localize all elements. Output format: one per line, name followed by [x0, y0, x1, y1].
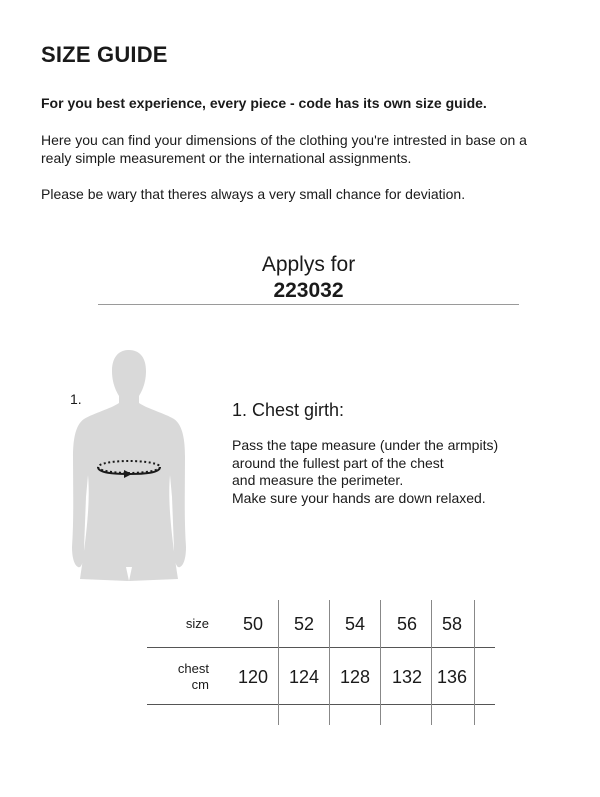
chest-cell: 136 — [436, 667, 468, 687]
chest-cell: 120 — [237, 667, 269, 687]
page-title: SIZE GUIDE — [41, 42, 168, 67]
product-code: 223032 — [273, 279, 344, 302]
applies-for-label: Applys for — [261, 253, 356, 276]
size-table — [147, 600, 495, 725]
chest-row-label-line-2: cm — [191, 677, 209, 692]
intro-paragraph-2: Please be wary that theres always a very small chance for deviation. — [41, 186, 466, 202]
intro-paragraph-1-line-2: realy simple measurement or the international assignments. — [41, 150, 412, 166]
measurement-line: Pass the tape measure (under the armpits) — [232, 437, 499, 453]
applies-divider — [98, 304, 519, 305]
measurement-line: around the fullest part of the chest — [232, 454, 444, 471]
measurement-description — [232, 437, 498, 507]
size-cell: 54 — [344, 614, 366, 634]
intro-bold-line: For you best experience, every piece - code has its own size guide. — [41, 95, 487, 111]
table-column-divider — [380, 600, 381, 725]
size-cell: 50 — [242, 614, 264, 634]
applies-for-block — [98, 252, 519, 305]
size-cell: 58 — [441, 614, 463, 634]
chest-cell: 124 — [288, 667, 320, 687]
size-cell: 56 — [396, 614, 418, 634]
measurement-line: and measure the perimeter. — [232, 472, 404, 488]
chest-cell: 132 — [391, 667, 423, 687]
male-torso-silhouette-icon — [66, 347, 192, 587]
table-divider — [147, 704, 495, 705]
measurement-line: Make sure your hands are down relaxed. — [232, 489, 486, 506]
size-cell: 52 — [293, 614, 315, 634]
size-row-label: size — [185, 616, 209, 631]
chest-row-label-line-1: chest — [177, 661, 209, 676]
table-divider — [147, 647, 495, 648]
intro-paragraph-1-line-1: Here you can find your dimensions of the clothing you're intrested in base on a — [41, 132, 527, 148]
measurement-title: 1. Chest girth: — [232, 400, 345, 420]
chest-cell: 128 — [339, 667, 371, 687]
chest-row-label — [147, 661, 209, 693]
figure-number: 1. — [70, 391, 82, 407]
intro-paragraph-1 — [41, 131, 581, 167]
